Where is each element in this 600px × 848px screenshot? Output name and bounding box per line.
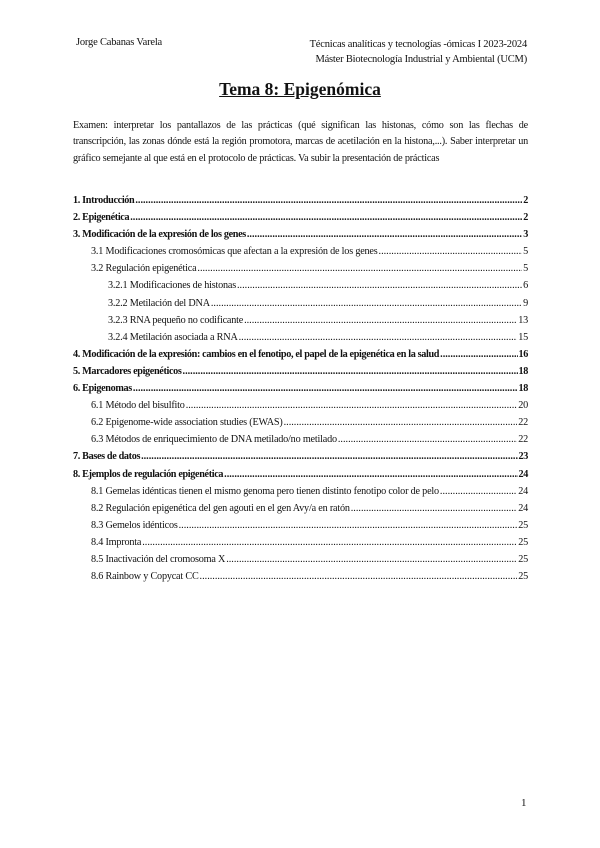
toc-leader-dots [200, 571, 518, 582]
toc-entry-page: 2 [523, 212, 528, 224]
toc-entry-page: 18 [518, 383, 528, 395]
toc-entry-page: 5 [523, 246, 528, 258]
toc-entry[interactable] [73, 195, 528, 212]
toc-entry-page: 22 [518, 417, 528, 429]
toc-entry-page: 18 [518, 365, 528, 377]
toc-entry-page: 3 [523, 229, 528, 241]
toc-entry-page: 20 [518, 400, 528, 412]
header-author: Jorge Cabanas Varela [76, 37, 162, 48]
toc-entry-label: 8.2 Regulación epigenética del gen agouti en el gen Avy/a en ratón [91, 502, 350, 514]
toc-entry[interactable] [73, 451, 528, 468]
toc-entry-label: 3. Modificación de la expresión de los genes [73, 229, 246, 241]
toc-leader-dots [133, 383, 518, 394]
toc-leader-dots [284, 417, 518, 428]
page-number: 1 [521, 797, 527, 809]
toc-entry-label: 3.2.4 Metilación asociada a RNA [108, 331, 238, 343]
toc-entry-label: 3.2.2 Metilación del DNA [108, 297, 210, 309]
toc-leader-dots [440, 349, 517, 360]
toc-entry[interactable] [73, 263, 528, 280]
toc-entry-page: 9 [523, 297, 528, 309]
toc-entry[interactable] [73, 280, 528, 297]
toc-leader-dots [351, 503, 517, 514]
toc-entry-page: 2 [523, 195, 528, 206]
toc-entry-label: 3.2.1 Modificaciones de histonas [108, 280, 236, 292]
page-title: Tema 8: Epigenómica [219, 79, 381, 99]
header-course: Técnicas analíticas y tecnologías -ómicas I 2023-2024 [309, 39, 527, 50]
toc-entry-page: 25 [518, 536, 528, 548]
toc-leader-dots [224, 469, 517, 480]
toc-leader-dots [239, 332, 518, 343]
toc-entry-label: 8.6 Rainbow y Copycat CC [91, 571, 199, 583]
toc-entry-page: 13 [518, 314, 528, 326]
toc-entry-page: 25 [518, 553, 528, 565]
toc-entry-label: 4. Modificación de la expresión: cambios en el fenotipo, el papel de la epigenética en la salud [73, 348, 440, 360]
toc-entry-label: 6.1 Método del bisulfito [91, 400, 185, 412]
toc-leader-dots [338, 434, 517, 445]
toc-entry-page: 15 [518, 331, 528, 343]
toc-entry-label: 6. Epigenomas [73, 383, 132, 395]
toc-entry-label: 1. Introducción [73, 195, 135, 206]
table-of-contents [73, 195, 528, 588]
toc-leader-dots [440, 486, 517, 497]
toc-entry-label: 8. Ejemplos de regulación epigenética [73, 468, 224, 480]
toc-entry[interactable] [73, 503, 528, 520]
toc-leader-dots [237, 280, 522, 291]
toc-entry-page: 25 [518, 571, 528, 583]
toc-entry-label: 7. Bases de datos [73, 451, 141, 463]
toc-entry[interactable] [73, 366, 528, 383]
toc-entry-label: 8.5 Inactivación del cromosoma X [91, 553, 226, 565]
header-master: Máster Biotecnología Industrial y Ambiental (UCM) [315, 54, 527, 65]
toc-entry-page: 16 [518, 348, 528, 360]
toc-entry[interactable] [73, 434, 528, 451]
toc-entry-label: 8.1 Gemelas idénticas tienen el mismo genoma pero tienen distinto fenotipo color de pelo [91, 485, 439, 497]
toc-entry[interactable] [73, 486, 528, 503]
toc-entry-page: 22 [518, 434, 528, 446]
toc-entry-page: 6 [523, 280, 528, 292]
toc-leader-dots [183, 366, 518, 377]
toc-entry-label: 3.2 Regulación epigenética [91, 263, 197, 275]
toc-leader-dots [244, 315, 517, 326]
toc-entry-label: 3.1 Modificaciones cromosómicas que afectan a la expresión de los genes [91, 246, 378, 258]
toc-entry[interactable] [73, 332, 528, 349]
toc-entry-label: 8.3 Gemelos idénticos [91, 519, 178, 531]
toc-entry-label: 2. Epigenética [73, 212, 130, 224]
toc-entry[interactable] [73, 212, 528, 229]
toc-entry-page: 24 [518, 502, 528, 514]
toc-entry[interactable] [73, 554, 528, 571]
intro-paragraph: Examen: interpretar los pantallazos de las prácticas (qué significan las histonas, cómo son las flechas de transcripción, las zonas dónde está la región promotora, marcas de acetilación en la histona,...). Saber interpretar un gráfico semejante al que está en el protocolo de prácticas. Va subir la presentación de prácticas [73, 120, 528, 164]
toc-entry[interactable] [73, 537, 528, 554]
toc-leader-dots [135, 195, 522, 206]
toc-entry[interactable] [73, 571, 528, 588]
toc-entry-label: 8.4 Impronta [91, 536, 142, 548]
toc-entry[interactable] [73, 298, 528, 315]
toc-leader-dots [197, 263, 522, 274]
toc-entry-label: 6.2 Epigenome-wide association studies (EWAS) [91, 417, 283, 429]
toc-entry[interactable] [73, 383, 528, 400]
toc-leader-dots [211, 298, 522, 309]
toc-entry[interactable] [73, 315, 528, 332]
toc-entry[interactable] [73, 400, 528, 417]
toc-entry[interactable] [73, 417, 528, 434]
toc-entry-label: 6.3 Métodos de enriquecimiento de DNA metilado/no metilado [91, 434, 337, 446]
toc-leader-dots [142, 537, 517, 548]
toc-entry-page: 5 [523, 263, 528, 275]
toc-entry-page: 24 [518, 485, 528, 497]
toc-entry[interactable] [73, 520, 528, 537]
toc-entry[interactable] [73, 229, 528, 246]
toc-entry-page: 24 [518, 468, 528, 480]
toc-leader-dots [379, 246, 523, 257]
toc-entry[interactable] [73, 349, 528, 366]
toc-leader-dots [141, 451, 517, 462]
toc-entry-page: 25 [518, 519, 528, 531]
toc-leader-dots [186, 400, 518, 411]
header-course-info [310, 37, 527, 67]
toc-leader-dots [179, 520, 518, 531]
toc-entry[interactable] [73, 469, 528, 486]
toc-entry-label: 5. Marcadores epigenéticos [73, 365, 182, 377]
toc-leader-dots [130, 212, 522, 223]
toc-leader-dots [247, 229, 522, 240]
toc-entry-label: 3.2.3 RNA pequeño no codificante [108, 314, 244, 326]
toc-entry-page: 23 [518, 451, 528, 463]
toc-leader-dots [226, 554, 517, 565]
toc-entry[interactable] [73, 246, 528, 263]
